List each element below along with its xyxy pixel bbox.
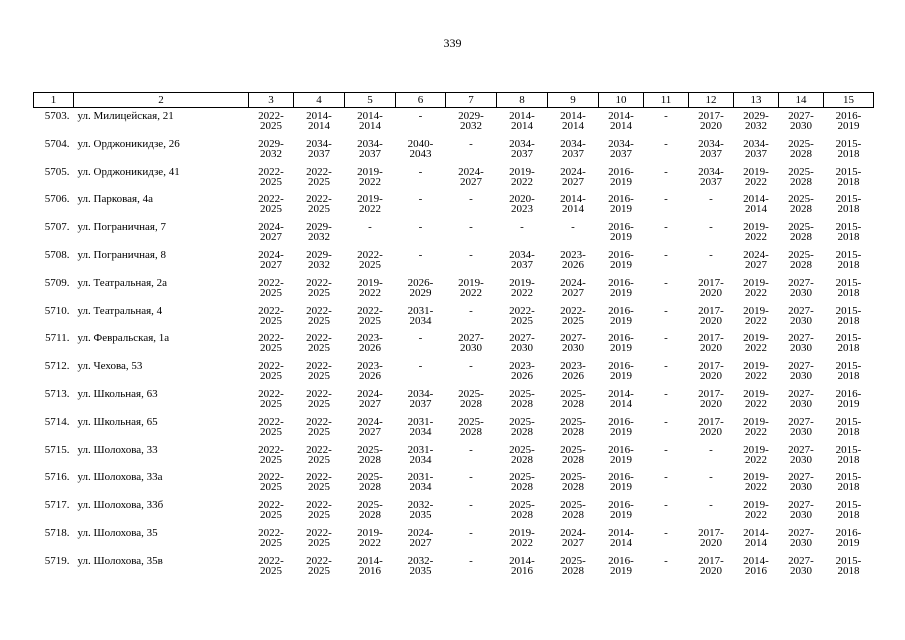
address-cell: ул. Шолохова, 33а bbox=[77, 471, 163, 484]
period-cell: 2015- 2018 bbox=[835, 415, 862, 438]
table-row bbox=[34, 361, 874, 389]
table-row bbox=[34, 417, 874, 445]
period-cell: 2024- 2027 bbox=[357, 387, 383, 410]
period-cell: - bbox=[469, 499, 473, 512]
period-cell: 2016- 2019 bbox=[608, 248, 634, 271]
table-row bbox=[34, 194, 874, 222]
period-cell: 2017- 2020 bbox=[698, 387, 724, 410]
row-number: 5713. bbox=[44, 387, 70, 400]
period-cell: 2014- 2014 bbox=[608, 526, 634, 549]
period-cell: 2019- 2022 bbox=[743, 304, 769, 327]
period-cell: 2027- 2030 bbox=[788, 415, 814, 438]
address-cell: ул. Пограничная, 8 bbox=[77, 248, 166, 261]
schedule-table bbox=[33, 92, 874, 584]
address-cell: ул. Пограничная, 7 bbox=[77, 221, 166, 234]
table-row bbox=[34, 333, 874, 361]
period-cell: - bbox=[664, 554, 668, 567]
period-cell: 2029- 2032 bbox=[258, 137, 284, 160]
row-number: 5709. bbox=[44, 276, 70, 289]
period-cell: 2019- 2022 bbox=[458, 276, 484, 299]
address-cell: ул. Школьная, 65 bbox=[77, 415, 158, 428]
period-cell: - bbox=[709, 443, 713, 456]
period-cell: - bbox=[469, 526, 473, 539]
period-cell: 2034- 2037 bbox=[608, 137, 634, 160]
period-cell: 2015- 2018 bbox=[835, 443, 862, 466]
period-cell: 2027- 2030 bbox=[788, 332, 814, 355]
period-cell: 2016- 2019 bbox=[608, 554, 634, 577]
period-cell: 2025- 2028 bbox=[560, 499, 586, 522]
page-number: 339 bbox=[443, 36, 462, 50]
period-cell: - bbox=[418, 360, 423, 373]
period-cell: 2027- 2030 bbox=[788, 499, 814, 522]
period-cell: - bbox=[469, 360, 473, 373]
period-cell: - bbox=[418, 248, 423, 261]
period-cell: 2016- 2019 bbox=[608, 304, 634, 327]
period-cell: 2020- 2023 bbox=[509, 193, 535, 216]
row-number: 5706. bbox=[44, 193, 70, 206]
period-cell: 2022- 2025 bbox=[258, 193, 284, 216]
address-cell: ул. Орджоникидзе, 26 bbox=[77, 137, 180, 150]
row-number: 5708. bbox=[44, 248, 70, 261]
period-cell: 2029- 2032 bbox=[458, 110, 484, 132]
period-cell: 2016- 2019 bbox=[608, 471, 634, 494]
period-cell: 2024- 2027 bbox=[743, 248, 769, 271]
period-cell: - bbox=[664, 193, 668, 206]
table-row bbox=[34, 306, 874, 334]
period-cell: 2027- 2030 bbox=[788, 526, 814, 549]
period-cell: 2014- 2014 bbox=[509, 110, 535, 132]
period-cell: 2015- 2018 bbox=[835, 554, 862, 577]
period-cell: 2022- 2025 bbox=[258, 165, 284, 188]
period-cell: - bbox=[418, 221, 423, 234]
row-number: 5710. bbox=[44, 304, 70, 317]
table-row bbox=[34, 250, 874, 278]
period-cell: 2019- 2022 bbox=[743, 443, 769, 466]
period-cell: - bbox=[709, 499, 713, 512]
period-cell: 2022- 2025 bbox=[560, 304, 586, 327]
period-cell: 2015- 2018 bbox=[835, 499, 862, 522]
period-cell: - bbox=[469, 248, 473, 261]
table-row bbox=[34, 556, 874, 584]
period-cell: - bbox=[418, 110, 423, 122]
period-cell: 2024- 2027 bbox=[560, 165, 586, 188]
period-cell: 2031- 2034 bbox=[407, 415, 434, 438]
period-cell: 2034- 2037 bbox=[509, 248, 535, 271]
period-cell: - bbox=[418, 193, 423, 206]
period-cell: 2015- 2018 bbox=[835, 165, 862, 188]
period-cell: 2014- 2016 bbox=[357, 554, 383, 577]
period-cell: 2017- 2020 bbox=[698, 526, 724, 549]
period-cell: 2019- 2022 bbox=[357, 165, 383, 188]
row-number: 5718. bbox=[44, 526, 70, 539]
period-cell: 2025- 2028 bbox=[788, 221, 814, 244]
period-cell: 2014- 2014 bbox=[560, 110, 586, 132]
period-cell: 2025- 2028 bbox=[788, 165, 814, 188]
period-cell: 2017- 2020 bbox=[698, 110, 724, 132]
period-cell: 2022- 2025 bbox=[509, 304, 535, 327]
period-cell: - bbox=[664, 360, 668, 373]
period-cell: - bbox=[418, 332, 423, 345]
period-cell: 2015- 2018 bbox=[835, 304, 862, 327]
period-cell: 2022- 2025 bbox=[306, 165, 332, 188]
period-cell: 2024- 2027 bbox=[357, 415, 383, 438]
period-cell: 2027- 2030 bbox=[788, 387, 814, 410]
period-cell: 2034- 2037 bbox=[306, 137, 332, 160]
period-cell: 2022- 2025 bbox=[258, 110, 284, 132]
period-cell: 2022- 2025 bbox=[258, 360, 284, 383]
period-cell: 2032- 2035 bbox=[407, 554, 434, 577]
row-number: 5717. bbox=[44, 499, 70, 512]
period-cell: 2014- 2014 bbox=[608, 110, 634, 132]
period-cell: 2022- 2025 bbox=[258, 526, 284, 549]
column-header: 2 bbox=[74, 93, 249, 108]
period-cell: 2022- 2025 bbox=[258, 387, 284, 410]
period-cell: 2019- 2022 bbox=[743, 387, 769, 410]
period-cell: 2023- 2026 bbox=[560, 248, 586, 271]
period-cell: 2022- 2025 bbox=[258, 443, 284, 466]
period-cell: 2034- 2037 bbox=[357, 137, 383, 160]
period-cell: 2019- 2022 bbox=[357, 526, 383, 549]
period-cell: 2031- 2034 bbox=[407, 471, 434, 494]
period-cell: 2019- 2022 bbox=[509, 165, 535, 188]
period-cell: 2025- 2028 bbox=[357, 471, 383, 494]
period-cell: - bbox=[709, 248, 713, 261]
period-cell: 2017- 2020 bbox=[698, 332, 724, 355]
period-cell: 2019- 2022 bbox=[357, 276, 383, 299]
period-cell: 2016- 2019 bbox=[608, 415, 634, 438]
period-cell: 2022- 2025 bbox=[357, 248, 383, 271]
period-cell: 2025- 2028 bbox=[560, 415, 586, 438]
address-cell: ул. Шолохова, 35 bbox=[77, 526, 158, 539]
period-cell: 2027- 2030 bbox=[788, 554, 814, 577]
period-cell: - bbox=[664, 415, 668, 428]
row-number: 5714. bbox=[44, 415, 70, 428]
period-cell: 2019- 2022 bbox=[743, 221, 769, 244]
period-cell: 2023- 2026 bbox=[509, 360, 535, 383]
period-cell: - bbox=[664, 137, 668, 150]
table-row bbox=[34, 222, 874, 250]
table-row bbox=[34, 278, 874, 306]
row-number: 5707. bbox=[44, 221, 70, 234]
period-cell: 2022- 2025 bbox=[306, 554, 332, 577]
column-header: 4 bbox=[294, 93, 345, 108]
period-cell: 2015- 2018 bbox=[835, 221, 862, 244]
period-cell: 2034- 2037 bbox=[407, 387, 434, 410]
period-cell: 2034- 2037 bbox=[509, 137, 535, 160]
table-row bbox=[34, 389, 874, 417]
period-cell: - bbox=[664, 499, 668, 512]
address-cell: ул. Милицейская, 21 bbox=[77, 110, 174, 122]
period-cell: 2022- 2025 bbox=[306, 443, 332, 466]
period-cell: - bbox=[664, 221, 668, 234]
period-cell: - bbox=[664, 110, 668, 122]
period-cell: 2019- 2022 bbox=[743, 471, 769, 494]
column-header: 15 bbox=[824, 93, 874, 108]
period-cell: 2022- 2025 bbox=[306, 276, 332, 299]
period-cell: 2019- 2022 bbox=[743, 332, 769, 355]
period-cell: - bbox=[469, 193, 473, 206]
period-cell: 2014- 2014 bbox=[743, 193, 769, 216]
period-cell: 2025- 2028 bbox=[458, 415, 484, 438]
period-cell: 2022- 2025 bbox=[306, 193, 332, 216]
period-cell: 2014- 2016 bbox=[743, 554, 769, 577]
period-cell: 2022- 2025 bbox=[306, 360, 332, 383]
period-cell: 2022- 2025 bbox=[258, 554, 284, 577]
address-cell: ул. Шолохова, 33 bbox=[77, 443, 158, 456]
period-cell: 2016- 2019 bbox=[835, 110, 862, 132]
period-cell: 2016- 2019 bbox=[608, 165, 634, 188]
period-cell: - bbox=[709, 471, 713, 484]
period-cell: 2027- 2030 bbox=[788, 360, 814, 383]
address-cell: ул. Шолохова, 33б bbox=[77, 499, 164, 512]
column-header: 11 bbox=[644, 93, 689, 108]
period-cell: 2040- 2043 bbox=[407, 137, 434, 160]
period-cell: 2025- 2028 bbox=[560, 387, 586, 410]
period-cell: - bbox=[469, 304, 473, 317]
period-cell: 2019- 2022 bbox=[743, 360, 769, 383]
period-cell: 2014- 2014 bbox=[560, 193, 586, 216]
address-cell: ул. Школьная, 63 bbox=[77, 387, 158, 400]
period-cell: - bbox=[664, 471, 668, 484]
period-cell: - bbox=[664, 332, 668, 345]
period-cell: 2023- 2026 bbox=[357, 360, 383, 383]
period-cell: 2027- 2030 bbox=[509, 332, 535, 355]
period-cell: 2016- 2019 bbox=[608, 332, 634, 355]
row-number: 5704. bbox=[44, 137, 70, 150]
period-cell: 2025- 2028 bbox=[509, 471, 535, 494]
period-cell: - bbox=[418, 165, 423, 178]
period-cell: 2024- 2027 bbox=[407, 526, 434, 549]
address-cell: ул. Февральская, 1а bbox=[77, 332, 170, 345]
table-row bbox=[34, 472, 874, 500]
row-number: 5715. bbox=[44, 443, 70, 456]
period-cell: 2022- 2025 bbox=[357, 304, 383, 327]
table-row bbox=[34, 500, 874, 528]
period-cell: - bbox=[664, 304, 668, 317]
period-cell: 2017- 2020 bbox=[698, 415, 724, 438]
period-cell: 2024- 2027 bbox=[560, 276, 586, 299]
period-cell: 2022- 2025 bbox=[258, 304, 284, 327]
period-cell: 2025- 2028 bbox=[357, 443, 383, 466]
period-cell: 2019- 2022 bbox=[357, 193, 383, 216]
period-cell: 2034- 2037 bbox=[698, 137, 724, 160]
period-cell: 2024- 2027 bbox=[560, 526, 586, 549]
period-cell: 2025- 2028 bbox=[560, 471, 586, 494]
period-cell: 2025- 2028 bbox=[458, 387, 484, 410]
period-cell: 2027- 2030 bbox=[458, 332, 484, 355]
period-cell: 2016- 2019 bbox=[608, 443, 634, 466]
period-cell: 2027- 2030 bbox=[788, 304, 814, 327]
period-cell: 2016- 2019 bbox=[835, 526, 862, 549]
period-cell: 2025- 2028 bbox=[509, 443, 535, 466]
period-cell: - bbox=[571, 221, 575, 234]
period-cell: 2025- 2028 bbox=[509, 499, 535, 522]
address-cell: ул. Шолохова, 35в bbox=[77, 554, 163, 567]
period-cell: - bbox=[664, 526, 668, 539]
period-cell: 2016- 2019 bbox=[608, 221, 634, 244]
period-cell: 2017- 2020 bbox=[698, 360, 724, 383]
period-cell: 2015- 2018 bbox=[835, 332, 862, 355]
period-cell: 2024- 2027 bbox=[458, 165, 484, 188]
period-cell: 2031- 2034 bbox=[407, 304, 434, 327]
row-number: 5705. bbox=[44, 165, 70, 178]
table-row bbox=[34, 139, 874, 167]
period-cell: 2027- 2030 bbox=[788, 110, 814, 132]
period-cell: 2022- 2025 bbox=[306, 471, 332, 494]
period-cell: 2029- 2032 bbox=[743, 110, 769, 132]
table-row bbox=[34, 108, 874, 139]
period-cell: 2023- 2026 bbox=[357, 332, 383, 355]
period-cell: 2014- 2014 bbox=[306, 110, 332, 132]
period-cell: 2017- 2020 bbox=[698, 304, 724, 327]
period-cell: 2026- 2029 bbox=[407, 276, 434, 299]
column-header: 6 bbox=[396, 93, 446, 108]
period-cell: - bbox=[664, 443, 668, 456]
period-cell: 2022- 2025 bbox=[258, 499, 284, 522]
period-cell: 2022- 2025 bbox=[306, 304, 332, 327]
column-header: 5 bbox=[345, 93, 396, 108]
address-cell: ул. Орджоникидзе, 41 bbox=[77, 165, 180, 178]
period-cell: 2015- 2018 bbox=[835, 360, 862, 383]
period-cell: 2032- 2035 bbox=[407, 499, 434, 522]
address-cell: ул. Театральная, 2а bbox=[77, 276, 168, 289]
period-cell: 2031- 2034 bbox=[407, 443, 434, 466]
period-cell: - bbox=[664, 248, 668, 261]
period-cell: - bbox=[368, 221, 372, 234]
period-cell: 2027- 2030 bbox=[788, 276, 814, 299]
period-cell: 2019- 2022 bbox=[509, 526, 535, 549]
period-cell: 2022- 2025 bbox=[258, 471, 284, 494]
period-cell: 2025- 2028 bbox=[560, 554, 586, 577]
period-cell: - bbox=[469, 137, 473, 150]
period-cell: 2015- 2018 bbox=[835, 137, 862, 160]
period-cell: - bbox=[664, 165, 668, 178]
period-cell: 2015- 2018 bbox=[835, 248, 862, 271]
period-cell: 2014- 2014 bbox=[608, 387, 634, 410]
column-header: 12 bbox=[689, 93, 734, 108]
period-cell: 2019- 2022 bbox=[743, 499, 769, 522]
period-cell: 2022- 2025 bbox=[306, 387, 332, 410]
period-cell: 2025- 2028 bbox=[560, 443, 586, 466]
period-cell: 2022- 2025 bbox=[306, 526, 332, 549]
period-cell: 2019- 2022 bbox=[509, 276, 535, 299]
column-header: 7 bbox=[446, 93, 497, 108]
period-cell: 2017- 2020 bbox=[698, 276, 724, 299]
table-body bbox=[34, 108, 874, 584]
period-cell: 2017- 2020 bbox=[698, 554, 724, 577]
row-number: 5716. bbox=[44, 471, 70, 484]
row-number: 5712. bbox=[44, 360, 70, 373]
period-cell: 2034- 2037 bbox=[698, 165, 724, 188]
period-cell: 2034- 2037 bbox=[560, 137, 586, 160]
period-cell: 2025- 2028 bbox=[788, 137, 814, 160]
period-cell: 2023- 2026 bbox=[560, 360, 586, 383]
address-cell: ул. Чехова, 53 bbox=[77, 360, 143, 373]
row-number: 5719. bbox=[44, 554, 70, 567]
period-cell: - bbox=[469, 221, 473, 234]
period-cell: 2027- 2030 bbox=[788, 471, 814, 494]
period-cell: 2014- 2014 bbox=[743, 526, 769, 549]
period-cell: 2022- 2025 bbox=[258, 332, 284, 355]
period-cell: 2027- 2030 bbox=[560, 332, 586, 355]
table-row bbox=[34, 167, 874, 195]
period-cell: - bbox=[664, 276, 668, 289]
period-cell: - bbox=[709, 193, 713, 206]
period-cell: 2022- 2025 bbox=[306, 415, 332, 438]
period-cell: 2015- 2018 bbox=[835, 276, 862, 299]
period-cell: 2024- 2027 bbox=[258, 248, 284, 271]
period-cell: 2022- 2025 bbox=[258, 276, 284, 299]
period-cell: 2016- 2019 bbox=[608, 193, 634, 216]
period-cell: - bbox=[469, 554, 473, 567]
period-cell: 2016- 2019 bbox=[608, 276, 634, 299]
period-cell: 2025- 2028 bbox=[788, 248, 814, 271]
column-header: 8 bbox=[497, 93, 548, 108]
period-cell: 2014- 2014 bbox=[357, 110, 383, 132]
period-cell: 2015- 2018 bbox=[835, 193, 862, 216]
period-cell: - bbox=[520, 221, 524, 234]
period-cell: 2022- 2025 bbox=[306, 499, 332, 522]
table-row bbox=[34, 445, 874, 473]
header-row bbox=[34, 93, 874, 108]
period-cell: 2025- 2028 bbox=[788, 193, 814, 216]
period-cell: 2025- 2028 bbox=[509, 415, 535, 438]
column-header: 3 bbox=[249, 93, 294, 108]
period-cell: 2034- 2037 bbox=[743, 137, 769, 160]
column-header: 10 bbox=[599, 93, 644, 108]
period-cell: 2019- 2022 bbox=[743, 276, 769, 299]
period-cell: 2015- 2018 bbox=[835, 471, 862, 494]
period-cell: 2022- 2025 bbox=[258, 415, 284, 438]
period-cell: - bbox=[709, 221, 713, 234]
period-cell: 2014- 2016 bbox=[509, 554, 535, 577]
period-cell: 2019- 2022 bbox=[743, 165, 769, 188]
column-header: 9 bbox=[548, 93, 599, 108]
period-cell: 2019- 2022 bbox=[743, 415, 769, 438]
period-cell: - bbox=[469, 471, 473, 484]
row-number: 5703. bbox=[44, 110, 70, 122]
column-header: 1 bbox=[34, 93, 74, 108]
period-cell: 2025- 2028 bbox=[357, 499, 383, 522]
column-header: 13 bbox=[734, 93, 779, 108]
address-cell: ул. Парковая, 4а bbox=[77, 193, 153, 206]
address-cell: ул. Театральная, 4 bbox=[77, 304, 163, 317]
row-number: 5711. bbox=[45, 332, 70, 345]
period-cell: 2029- 2032 bbox=[306, 221, 332, 244]
period-cell: - bbox=[664, 387, 668, 400]
period-cell: 2016- 2019 bbox=[835, 387, 862, 410]
period-cell: 2027- 2030 bbox=[788, 443, 814, 466]
period-cell: 2029- 2032 bbox=[306, 248, 332, 271]
period-cell: 2022- 2025 bbox=[306, 332, 332, 355]
period-cell: - bbox=[469, 443, 473, 456]
period-cell: 2024- 2027 bbox=[258, 221, 284, 244]
period-cell: 2025- 2028 bbox=[509, 387, 535, 410]
period-cell: 2016- 2019 bbox=[608, 499, 634, 522]
period-cell: 2016- 2019 bbox=[608, 360, 634, 383]
table-row bbox=[34, 528, 874, 556]
column-header: 14 bbox=[779, 93, 824, 108]
